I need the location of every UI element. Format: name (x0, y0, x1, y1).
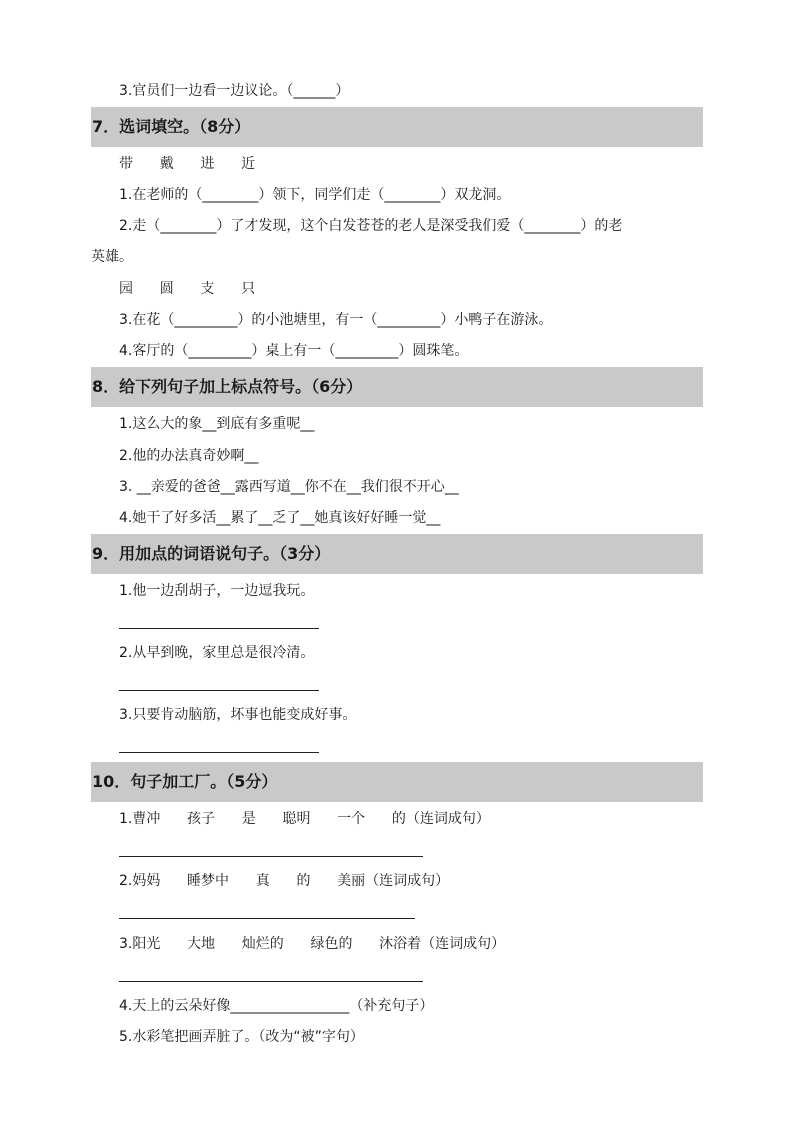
q6-line-3: 3.官员们一边看一边议论。（______） (119, 83, 350, 99)
section-10-header: 10．句子加工厂。（5分） (91, 762, 703, 802)
s9-answer-line-3[interactable] (119, 752, 319, 753)
s7-question-2: 2.走（________）了才发现，这个白发苍苍的老人是深受我们爱（________）的老 (119, 218, 623, 234)
s9-answer-line-2[interactable] (119, 690, 319, 691)
s7-question-3: 3.在花（_________）的小池塘里，有一（_________）小鸭子在游泳。 (119, 312, 553, 328)
s7-word-bank-2: 园 圆 支 只 (119, 281, 256, 297)
section-8-header: 8．给下列句子加上标点符号。（6分） (91, 367, 703, 407)
s7-question-1: 1.在老师的（________）领下，同学们走（________）双龙洞。 (119, 187, 511, 203)
s9-question-1: 1.他一边刮胡子，一边逗我玩。 (119, 583, 315, 599)
s10-answer-line-1[interactable] (119, 856, 423, 857)
s8-question-4: 4.她干了好多活__累了__乏了__她真该好好睡一觉__ (119, 510, 441, 526)
section-9-header: 9．用加点的词语说句子。（3分） (91, 534, 703, 574)
s7-question-2-cont: 英雄。 (91, 249, 133, 265)
s10-question-2: 2.妈妈 睡梦中 真 的 美丽（连词成句） (119, 873, 450, 889)
s10-answer-line-2[interactable] (119, 918, 415, 919)
s9-question-3: 3.只要肯动脑筋，坏事也能变成好事。 (119, 707, 357, 723)
s8-question-2: 2.他的办法真奇妙啊__ (119, 448, 259, 464)
s7-word-bank-1: 带 戴 进 近 (119, 156, 256, 172)
s9-question-2: 2.从早到晚，家里总是很冷清。 (119, 645, 315, 661)
s10-answer-line-3[interactable] (119, 981, 423, 982)
section-7-header: 7．选词填空。（8分） (91, 107, 703, 147)
s10-question-1: 1.曹冲 孩子 是 聪明 一个 的（连词成句） (119, 811, 490, 827)
s7-question-4: 4.客厅的（_________）桌上有一（_________）圆珠笔。 (119, 343, 469, 359)
s10-question-5: 5.水彩笔把画弄脏了。（改为“被”字句） (119, 1029, 364, 1045)
s9-answer-line-1[interactable] (119, 628, 319, 629)
s10-question-3: 3.阳光 大地 灿烂的 绿色的 沐浴着（连词成句） (119, 936, 506, 952)
s8-question-3: 3. __亲爱的爸爸__露西写道__你不在__我们很不开心__ (119, 479, 459, 495)
s10-question-4: 4.天上的云朵好像_________________（补充句子） (119, 998, 434, 1014)
s8-question-1: 1.这么大的象__到底有多重呢__ (119, 416, 315, 432)
